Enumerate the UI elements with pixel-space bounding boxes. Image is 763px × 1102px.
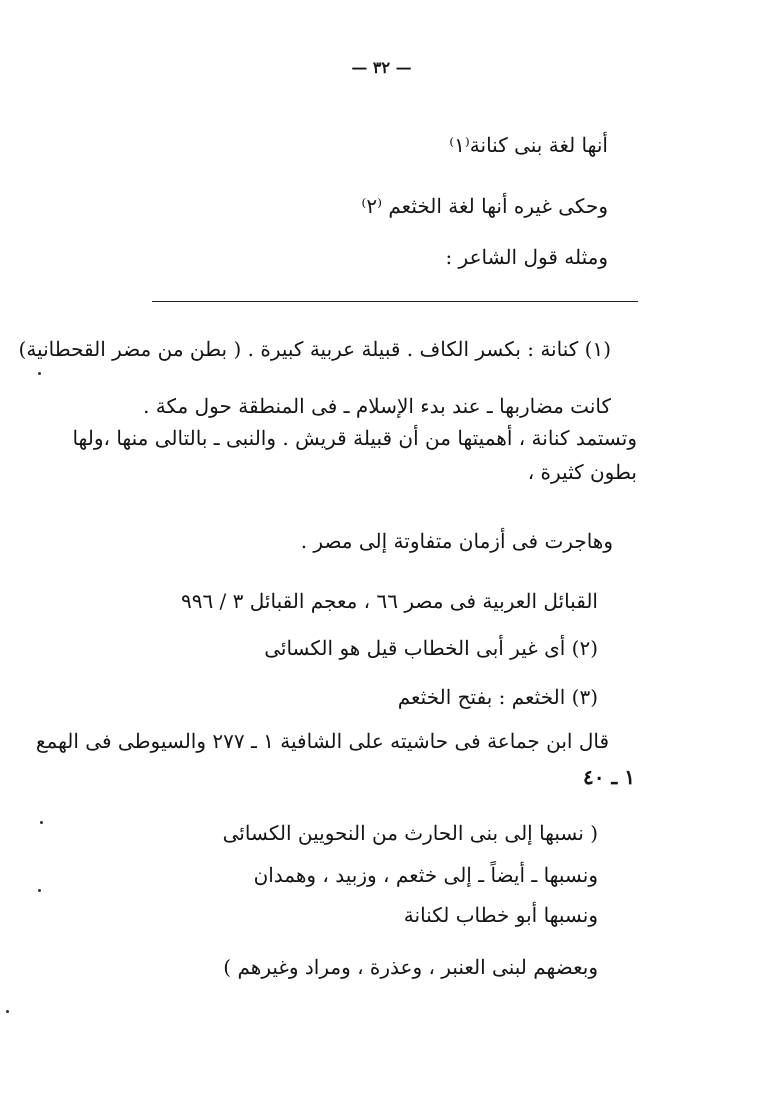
footnote-1-line-5: وهاجرت فى أزمان متفاوتة إلى مصر .	[300, 529, 613, 553]
footnote-3-line-5: ونسبها ـ أيضاً ـ إلى خثعم ، وزبيد ، وهمدان	[253, 863, 598, 887]
page-number: — ٣٢ —	[351, 58, 412, 77]
footnote-3-line-7: وبعضهم لبنى العنبر ، وعذرة ، ومراد وغيرهم )	[223, 955, 598, 979]
footnote-3-line-6: ونسبها أبو خطاب لكنانة	[403, 903, 598, 927]
footnote-1-line-6: القبائل العربية فى مصر ٦٦ ، معجم القبائل ٣ / ٩٩٦	[180, 589, 598, 613]
footnote-1-line-3: وتستمد كنانة ، أهميتها من أن قبيلة قريش . والنبى ـ بالتالى منها ،ولها	[72, 426, 637, 450]
main-text-line-2: وحكى غيره أنها لغة الخثعم ⁽٢⁾	[361, 194, 608, 218]
margin-speck	[38, 889, 41, 892]
footnote-1-line-2: كانت مضاربها ـ عند بدء الإسلام ـ فى المنطقة حول مكة .	[143, 394, 611, 418]
margin-speck	[40, 821, 43, 824]
footnote-1-line-4: بطون كثيرة ،	[527, 460, 637, 484]
margin-speck	[38, 372, 41, 375]
main-text-line-3: ومثله قول الشاعر :	[445, 245, 608, 269]
footnote-3-line-2: قال ابن جماعة فى حاشيته على الشافية ١ ـ ٢٧٧ والسيوطى فى الهمع	[35, 729, 609, 753]
footnote-1-line-1: (١) كنانة : بكسر الكاف . قبيلة عربية كبيرة . ( بطن من مضر القحطانية)	[18, 337, 611, 361]
footnote-3-line-3: ١ ـ ٤٠	[582, 765, 635, 789]
margin-speck	[6, 1010, 9, 1013]
footnote-2-line-1: (٢) أى غير أبى الخطاب قيل هو الكسائى	[264, 636, 598, 660]
main-text-line-1: أنها لغة بنى كنانة⁽١⁾	[449, 133, 608, 157]
footnote-3-line-1: (٣) الخثعم : بفتح الخثعم	[397, 685, 598, 709]
footnote-3-line-4: ( نسبها إلى بنى الحارث من النحويين الكسائى	[222, 821, 598, 845]
footnote-separator	[152, 301, 638, 302]
